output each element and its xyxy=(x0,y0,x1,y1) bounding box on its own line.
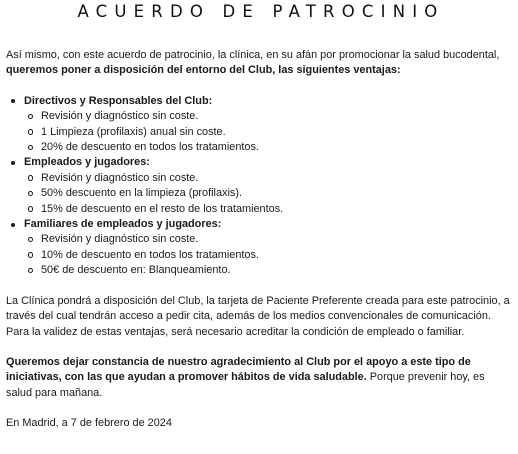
benefit-items xyxy=(24,109,512,155)
document-body xyxy=(6,48,512,432)
group-heading: Familiares de empleados y jugadores: xyxy=(24,218,222,231)
benefit-item: 1 Limpieza (profilaxis) anual sin coste. xyxy=(24,125,512,140)
group-heading: Empleados y jugadores: xyxy=(24,156,150,169)
benefit-item: 50€ de descuento en: Blanqueamiento. xyxy=(24,263,512,278)
benefit-item: Revisión y diagnóstico sin coste. xyxy=(24,232,512,247)
benefit-group-familiares xyxy=(6,217,512,279)
card-paragraph: La Clínica pondrá a disposición del Club, la tarjeta de Paciente Preferente creada para este patrocinio, a través del cual tendrán acceso a pedir cita, además de los medios convencionales de comunicación. Para la validez de estas ventajas, será necesario acreditar la condición de empleado o familiar. xyxy=(6,294,510,338)
benefit-items xyxy=(24,171,512,217)
thanks-text: Porque prevenir hoy, es salud para mañana. xyxy=(6,371,485,399)
benefit-items xyxy=(24,232,512,278)
benefit-item: Revisión y diagnóstico sin coste. xyxy=(24,109,512,124)
intro-text: Así mismo, con este acuerdo de patrocinio, la clínica, en su afán por promocionar la salud bucodental, xyxy=(6,49,500,61)
group-heading: Directivos y Responsables del Club: xyxy=(24,94,213,107)
benefit-item: 20% de descuento en todos los tratamientos. xyxy=(24,140,512,155)
benefit-group-empleados xyxy=(6,155,512,217)
signature-line: En Madrid, a 7 de febrero de 2024 xyxy=(6,417,172,430)
intro-paragraph xyxy=(6,48,512,79)
thanks-bold-text: Queremos dejar constancia de nuestro agradecimiento al Club por el apoyo a este tipo de iniciativas, con las que ayudan a promover hábitos de vida saludable. xyxy=(6,355,471,384)
benefit-group-directivos xyxy=(6,94,512,156)
benefit-item: 15% de descuento en el resto de los tratamientos. xyxy=(24,202,512,217)
benefit-item: 50% descuento en la limpieza (profilaxis). xyxy=(24,186,512,201)
document-title: ACUERDO DE PATROCINIO xyxy=(77,2,445,21)
benefits-list xyxy=(6,94,512,279)
thanks-paragraph xyxy=(6,355,512,401)
benefit-item: 10% de descuento en todos los tratamientos. xyxy=(24,248,512,263)
benefit-item: Revisión y diagnóstico sin coste. xyxy=(24,171,512,186)
intro-bold-text: queremos poner a disposición del entorno del Club, las siguientes ventajas: xyxy=(6,64,401,77)
